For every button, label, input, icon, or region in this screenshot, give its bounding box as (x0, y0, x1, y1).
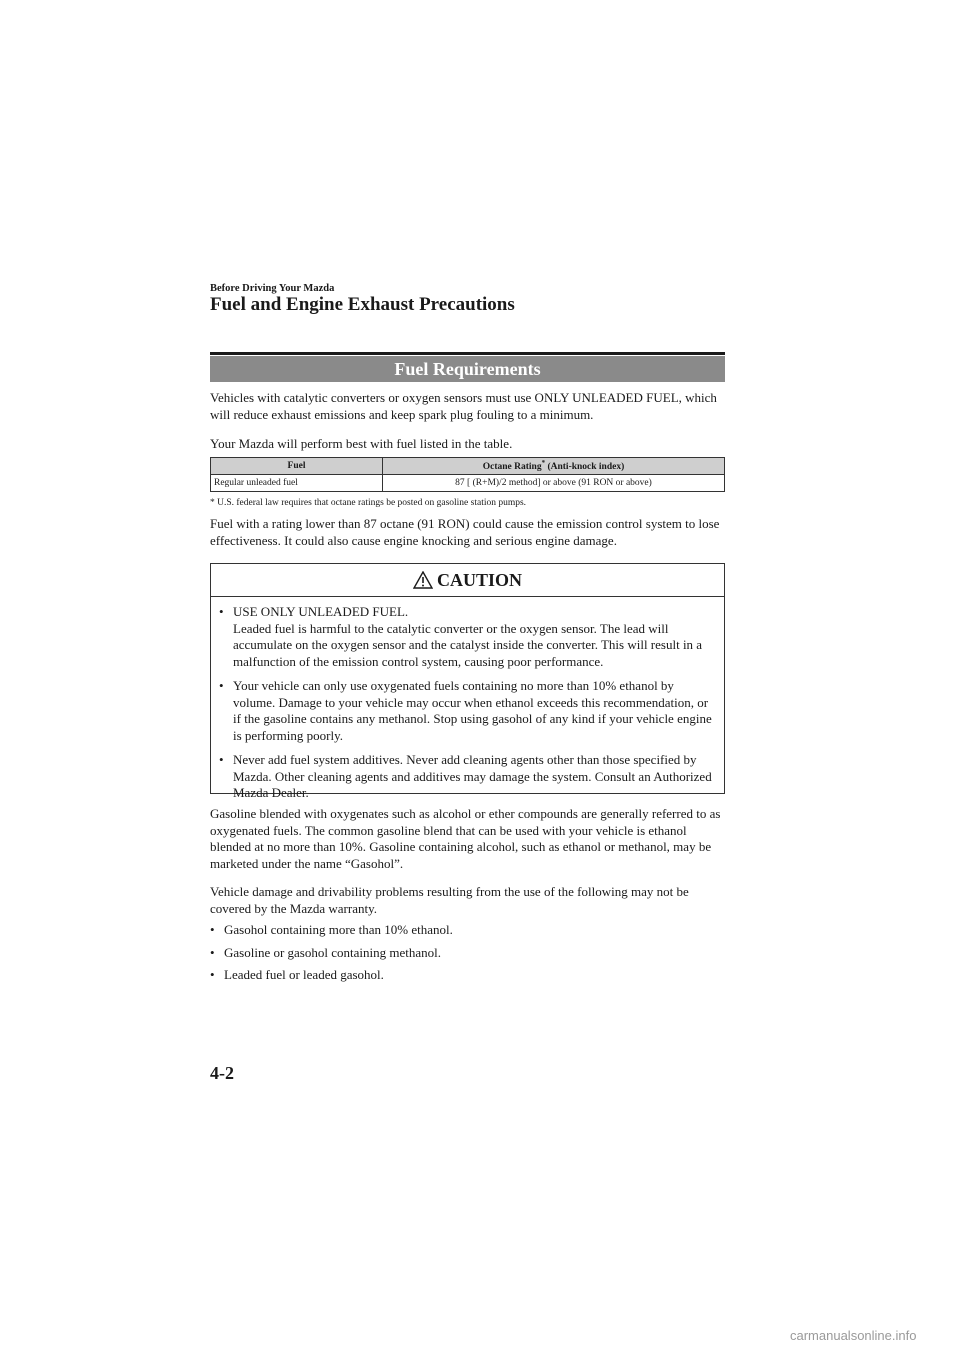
bullet-icon: • (219, 752, 224, 767)
caution-list (211, 597, 724, 802)
table-header-row (211, 458, 725, 475)
caution-item-text: Leaded fuel is harmful to the catalytic converter or the oxygen sensor. The lead will accumulate on the oxygen sensor and the catalyst inside the converter. This will result in a malfunction of the emission control system, causing poor performance. (233, 620, 703, 669)
list-item (219, 604, 716, 670)
list-item: • Gasohol containing more than 10% ethanol. (210, 922, 453, 937)
table-header-octane: Octane Rating* (Anti-knock index) (383, 458, 725, 475)
bullet-icon: • (210, 967, 215, 982)
table-cell-octane: 87 [ (R+M)/2 method] or above (91 RON or above) (383, 475, 725, 492)
section-label: Before Driving Your Mazda (210, 283, 335, 294)
caution-header (211, 564, 724, 597)
caution-title: CAUTION (436, 569, 522, 590)
intro-paragraph-1: Vehicles with catalytic converters or oxygen sensors must use ONLY UNLEADED FUEL, which will reduce exhaust emissions and keep spark plug fouling to a minimum. (210, 390, 717, 422)
list-item: • Gasoline or gasohol containing methanol. (210, 944, 441, 960)
page-number: 4-2 (210, 1063, 234, 1083)
warning-triangle-icon (413, 571, 433, 589)
warranty-list (210, 922, 725, 990)
table-footnote: * U.S. federal law requires that octane ratings be posted on gasoline station pumps. (210, 498, 527, 508)
watermark: carmanualsonline.info (790, 1328, 917, 1343)
caution-box (210, 563, 725, 800)
bullet-icon: • (210, 944, 215, 960)
table-header-fuel: Fuel (211, 458, 383, 475)
warranty-paragraph: Vehicle damage and drivability problems resulting from the use of the following may not be covered by the Mazda warranty. (210, 884, 689, 916)
oxygenated-fuels-paragraph: Gasoline blended with oxygenates such as alcohol or ether compounds are generally referred to as oxygenated fuels. The common gasoline blend that can be used with your vehicle is ethanol blended at no more than 10%. Gasoline containing alcohol, such as ethanol or methanol, may be marketed under the name “Gasohol”. (210, 806, 721, 871)
title-divider (210, 352, 725, 355)
page-title: Fuel and Engine Exhaust Precautions (210, 294, 515, 315)
table-cell-fuel: Regular unleaded fuel (211, 475, 383, 492)
bullet-icon: • (219, 678, 224, 693)
fuel-requirements-banner: Fuel Requirements (210, 356, 725, 382)
list-item (219, 678, 716, 744)
caution-item-text: Never add fuel system additives. Never add cleaning agents other than those specified by Mazda. Other cleaning agents and additives may damage the system. Consult an Authorized Mazda Dealer. (233, 752, 712, 800)
table-row (211, 475, 725, 492)
caution-item-lead: USE ONLY UNLEADED FUEL. (233, 604, 409, 619)
list-item (219, 752, 716, 802)
fuel-table (210, 457, 725, 492)
footnote-marker: * (541, 459, 546, 468)
caution-item-text: Your vehicle can only use oxygenated fuels containing no more than 10% ethanol by volume. Damage to your vehicle may occur when ethanol exceeds this recommendation, or if the gasoline contains any methanol. Stop using gasohol of any kind if your vehicle engine is performing poorly. (233, 678, 712, 743)
list-item: • Leaded fuel or leaded gasohol. (210, 967, 384, 982)
after-table-paragraph: Fuel with a rating lower than 87 octane (91 RON) could cause the emission control system to lose effectiveness. It could also cause engine knocking and serious engine damage. (210, 516, 720, 548)
intro-paragraph-2: Your Mazda will perform best with fuel listed in the table. (210, 436, 513, 451)
bullet-icon: • (219, 604, 224, 619)
bullet-icon: • (210, 922, 215, 937)
